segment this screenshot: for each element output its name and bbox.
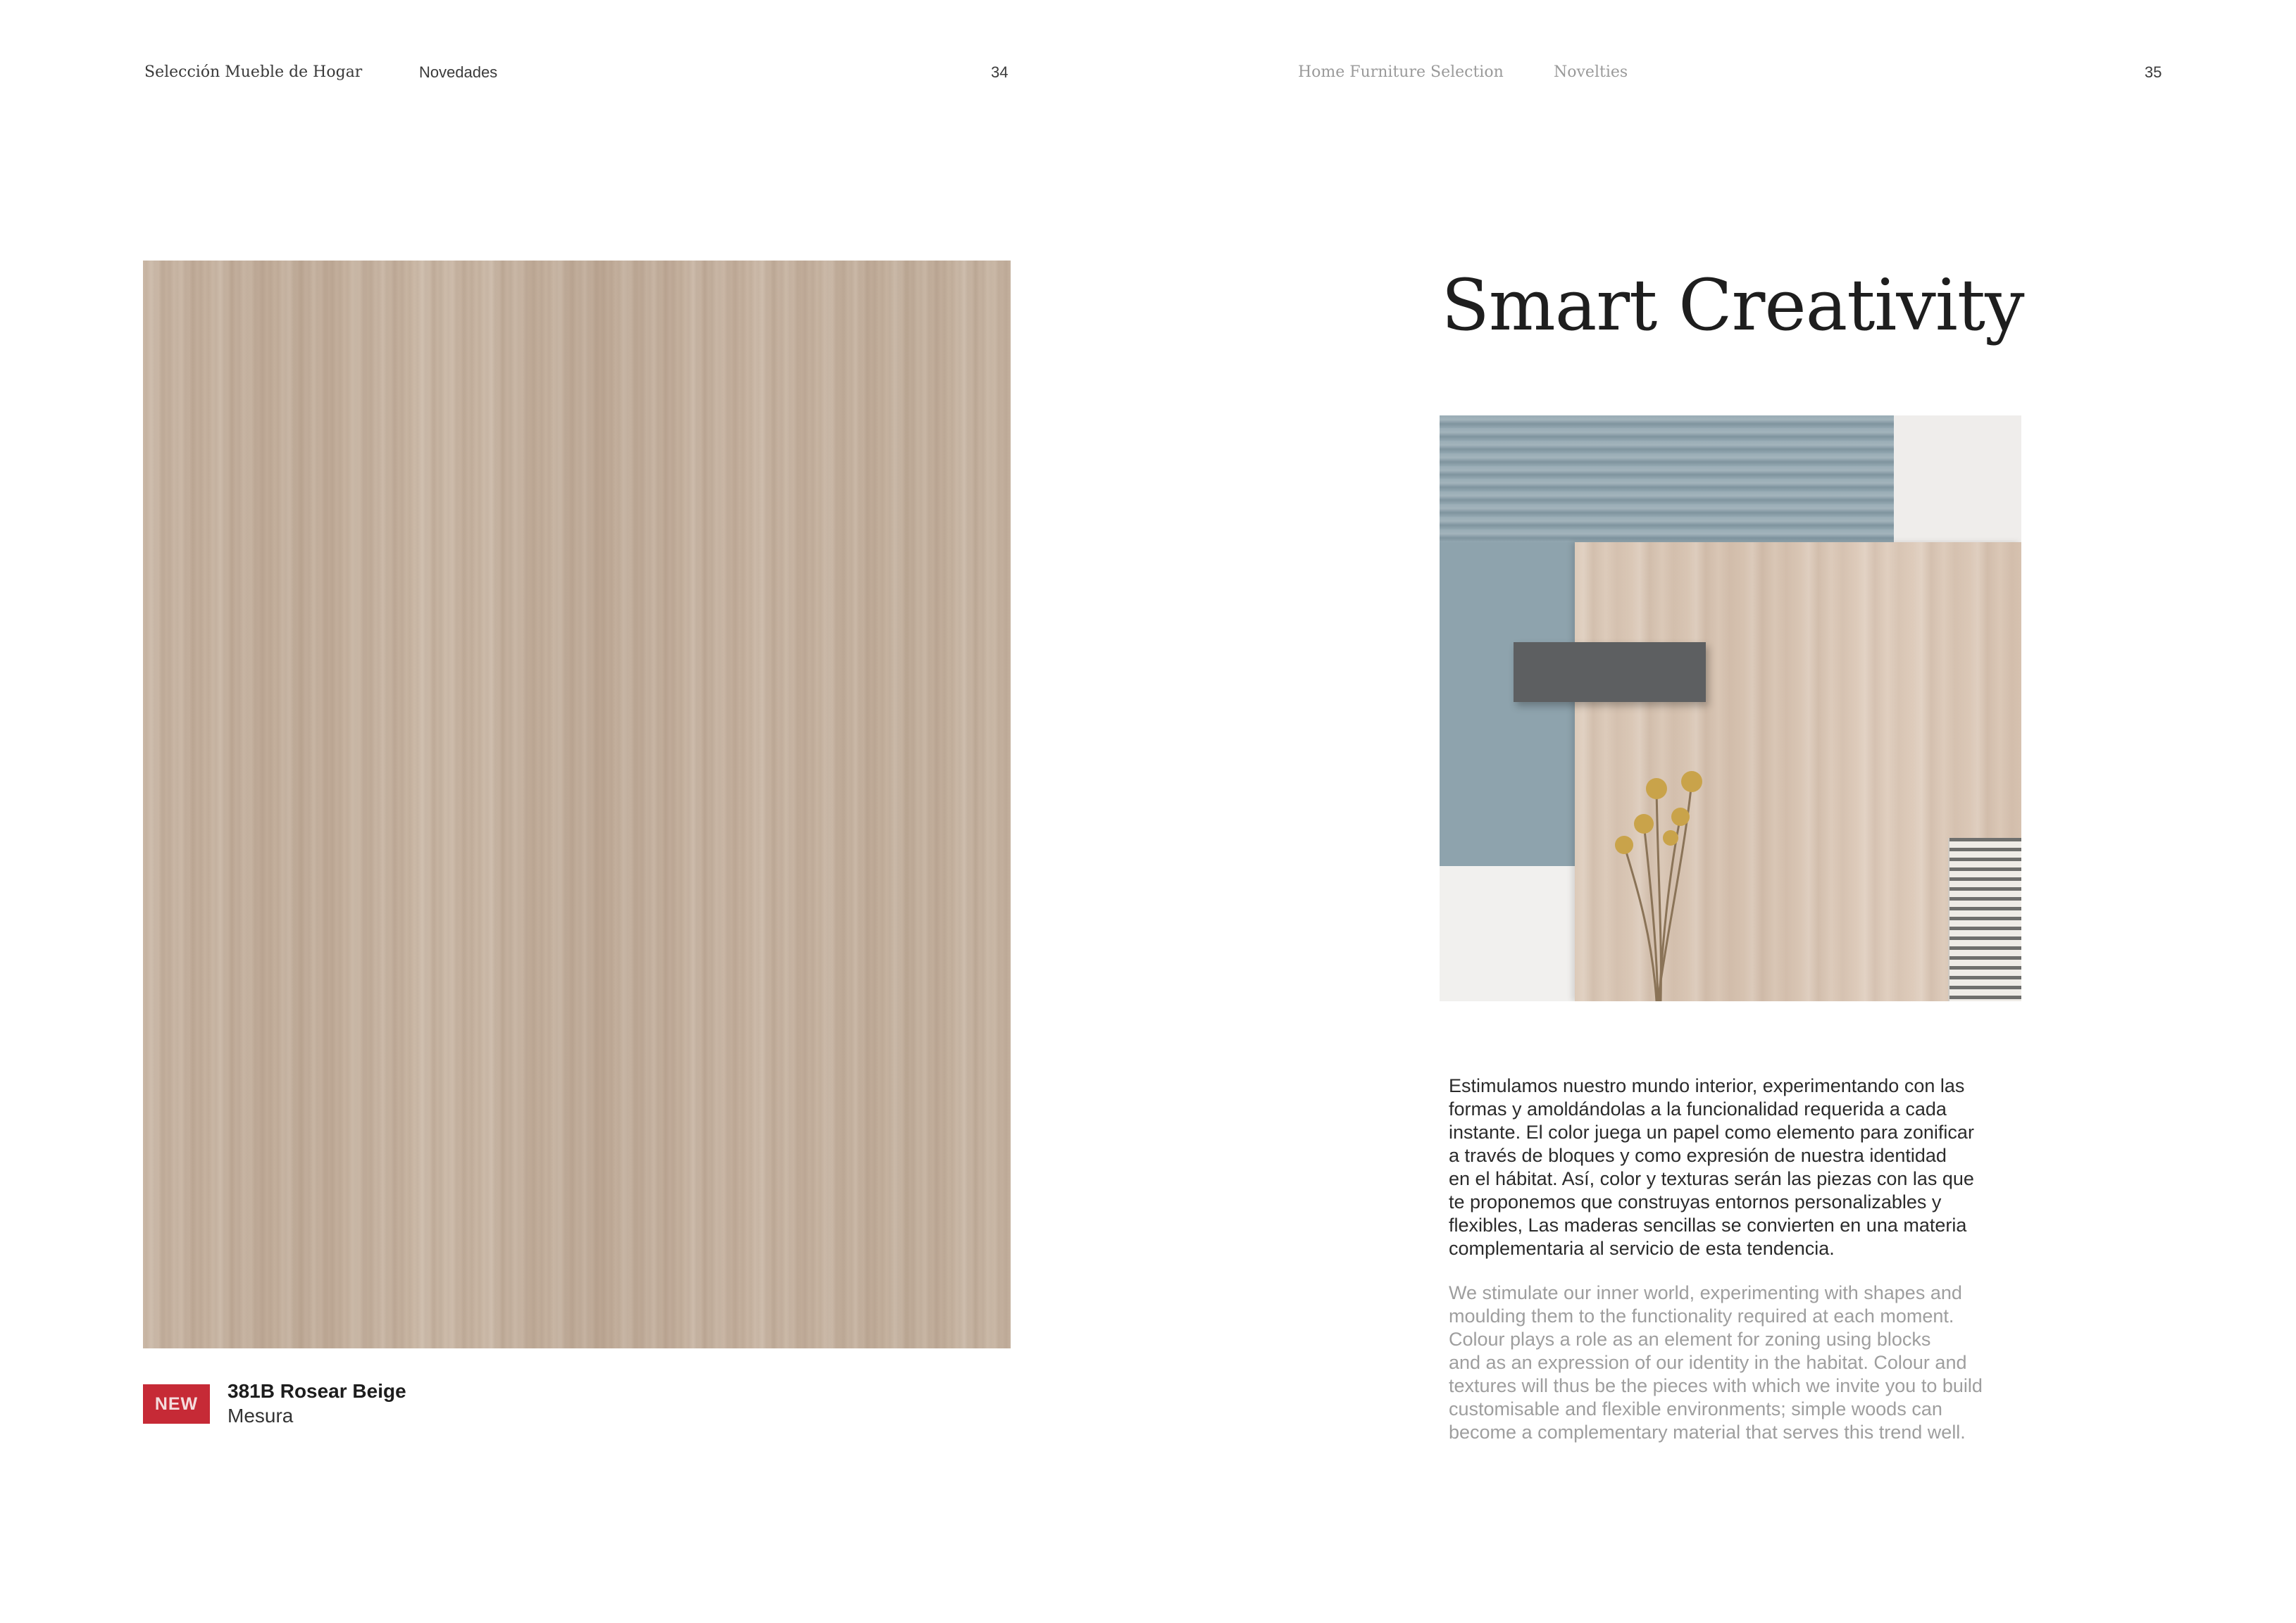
feature-title: Smart Creativity: [1441, 264, 2024, 346]
paragraph-english: [1449, 1282, 2033, 1444]
wood-swatch-image: [143, 261, 1011, 1348]
text-line: Colour plays a role as an element for zoning using blocks: [1449, 1329, 1931, 1350]
text-line: formas y amoldándolas a la funcionalidad requerida a cada: [1449, 1098, 1947, 1120]
text-line: a través de bloques y como expresión de nuestra identidad: [1449, 1145, 1947, 1166]
grey-handle: [1514, 642, 1706, 702]
text-line: customisable and flexible environments; simple woods can: [1449, 1398, 1942, 1420]
text-line: Estimulamos nuestro mundo interior, experimentando con las: [1449, 1075, 1965, 1096]
product-name: 381B Rosear Beige: [227, 1380, 406, 1402]
left-page-number: 34: [991, 63, 1009, 81]
text-line: We stimulate our inner world, experimenting with shapes and: [1449, 1282, 1962, 1303]
new-badge: NEW: [143, 1384, 210, 1424]
text-line: moulding them to the functionality required at each moment.: [1449, 1305, 1954, 1327]
text-line: complementaria al servicio de esta tendencia.: [1449, 1238, 1835, 1259]
right-page-number: 35: [2145, 63, 2162, 81]
moodboard-photo: [1440, 415, 2021, 1001]
white-panel-lower: [1440, 866, 1580, 1001]
text-line: instante. El color juega un papel como elemento para zonificar: [1449, 1122, 1974, 1143]
paragraph-spanish: [1449, 1074, 2033, 1260]
dried-flowers-icon: [1602, 732, 1714, 1001]
right-header-section: Novelties: [1554, 63, 1628, 81]
text-line: textures will thus be the pieces with which we invite you to build: [1449, 1375, 1983, 1396]
right-header-title: Home Furniture Selection: [1298, 63, 1504, 81]
left-header-section: Novedades: [419, 63, 498, 81]
blue-panel-lower: [1440, 542, 1580, 866]
striped-fabric-sample: [1948, 838, 2021, 1001]
text-line: and as an expression of our identity in the habitat. Colour and: [1449, 1352, 1967, 1373]
text-line: flexibles, Las maderas sencillas se convierten en una materia: [1449, 1215, 1967, 1236]
text-line: te proponemos que construyas entornos personalizables y: [1449, 1191, 1942, 1212]
text-line: en el hábitat. Así, color y texturas serán las piezas con las que: [1449, 1168, 1974, 1189]
product-collection: Mesura: [227, 1405, 294, 1427]
text-line: become a complementary material that serves this trend well.: [1449, 1422, 1966, 1443]
white-panel: [1894, 415, 2021, 542]
left-header-title: Selección Mueble de Hogar: [144, 63, 363, 81]
